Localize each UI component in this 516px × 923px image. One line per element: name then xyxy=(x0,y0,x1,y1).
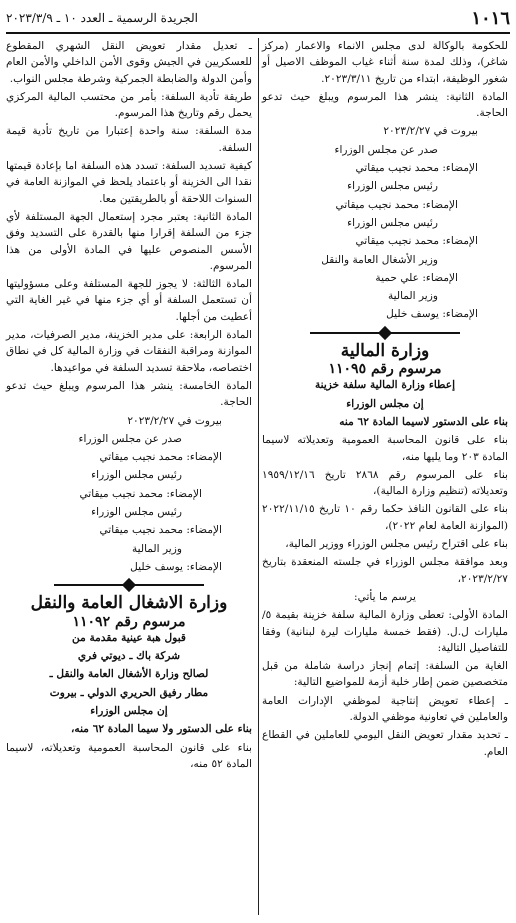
signature-line: الإمضاء: محمد نجيب ميقاتي xyxy=(355,235,478,248)
signature-line: الإمضاء: محمد نجيب ميقاتي xyxy=(335,198,458,211)
list-item: ـ تحديد مقدار تعويض النقل اليومي للعاملين في القطاع العام. xyxy=(262,729,508,758)
decree-subject: قبول هبة عينية مقدمة من xyxy=(72,631,186,644)
basis-line: بناء على قانون المحاسبة العمومية وتعديلاته لاسيما المادة ٢٠٣ وما يليها منه، xyxy=(262,434,508,463)
list-item: ـ تعديل مقدار تعويض النقل الشهري المقطوع للعسكريين في الجيش وقوى الأمن الداخلي والأمن العام وأمن الدولة والضابطة الجمركية وشرطة مجلس النواب. xyxy=(6,40,252,85)
basis-line: بناء على الدستور لاسيما المادة ٦٢ منه xyxy=(339,415,508,428)
signature-line: الإمضاء: محمد نجيب ميقاتي xyxy=(99,524,222,537)
paragraph: للحكومة بالوكالة لدى مجلس الانماء والاعمار (مركز شاغر)، وذلك لمدة سنة أثناء غياب الموظف الاصيل أو شغور الوظيفة، ابتداء من تاريخ ٢٠٢٣/٣/١١. xyxy=(262,40,508,85)
repayment-method: كيفية تسديد السلفة: تسدد هذه السلفة اما بإعادة قيمتها نقدا الى الخزينة أو باعتماد يلحظ في الموازنة العامة في السنوات اللاحقة أو بالطريقتين معا. xyxy=(6,160,252,205)
advance-purpose: الغاية من السلفة: إتمام إنجاز دراسة شاملة من قبل متخصصين ضمن إطار خلية أزمة للمواضيع التالية: xyxy=(262,660,508,689)
signature-line: صدر عن مجلس الوزراء xyxy=(78,432,182,445)
signature-line: الإمضاء: محمد نجيب ميقاتي xyxy=(355,162,478,175)
signature-title: رئيس مجلس الوزراء xyxy=(91,469,182,482)
basis-line: بناء على الدستور ولا سيما المادة ٦٢ منه، xyxy=(71,723,252,736)
article-first: المادة الأولى: تعطى وزارة المالية سلفة خزينة بقيمة ٥/ مليارات ل.ل. (فقط خمسة مليارات ليرة لبنانية) وفقا للتفاصيل التالية: xyxy=(262,609,508,654)
council-line: إن مجلس الوزراء xyxy=(90,704,168,717)
signature-title: رئيس مجلس الوزراء xyxy=(91,506,182,519)
signature-line: الإمضاء: محمد نجيب ميقاتي xyxy=(79,487,202,500)
list-item: ـ إعطاء تعويض إنتاجية لموظفي الإدارات العامة والعاملين في تعاونية موظفي الدولة. xyxy=(262,694,508,723)
signing-date: بيروت في ٢٠٢٣/٢/٢٧ xyxy=(383,125,478,138)
section-separator xyxy=(310,329,460,337)
page-number: ١٠١٦ xyxy=(471,7,510,29)
decree-number: مرسوم رقم ١١٠٩٢ xyxy=(72,613,186,630)
basis-line: بناء على اقتراح رئيس مجلس الوزراء ووزير المالية، xyxy=(285,538,508,551)
signature-title: رئيس مجلس الوزراء xyxy=(347,180,438,193)
basis-line: بناء على المرسوم رقم ٢٨٦٨ تاريخ ١٩٥٩/١٢/١٦ وتعديلاته (تنظيم وزارة المالية)، xyxy=(262,468,508,498)
payment-method: طريقة تأدية السلفة: بأمر من محتسب المالية المركزي يحمل رقم وتاريخ هذا المرسوم. xyxy=(6,90,252,120)
article-fifth: المادة الخامسة: ينشر هذا المرسوم ويبلغ حيث تدعو الحاجة. xyxy=(6,379,252,409)
signature-title: وزير المالية xyxy=(131,542,182,555)
signing-date: بيروت في ٢٠٢٣/٢/٢٧ xyxy=(127,414,222,427)
signature-line: الإمضاء: علي حمية xyxy=(375,271,458,284)
left-column xyxy=(6,38,252,915)
article-second: المادة الثانية: ينشر هذا المرسوم ويبلغ حيث تدعو الحاجة. xyxy=(262,90,508,120)
decrees-line: يرسم ما يأتي: xyxy=(354,590,416,603)
basis-line: بناء على القانون النافذ حكما رقم ١٠ تاريخ ٢٠٢٢/١١/١٥ (الموازنة العامة لعام ٢٠٢٢)، xyxy=(262,503,508,532)
signature-line: الإمضاء: يوسف خليل xyxy=(386,308,478,321)
advance-duration: مدة السلفة: سنة واحدة إعتبارا من تاريخ تأدية قيمة السلفة. xyxy=(6,125,252,154)
council-line: إن مجلس الوزراء xyxy=(346,397,424,410)
header-rule xyxy=(6,32,510,34)
gazette-issue-title: الجريدة الرسمية ـ العدد ١٠ ـ ٢٠٢٣/٣/٩ xyxy=(6,11,198,25)
signature-title: رئيس مجلس الوزراء xyxy=(347,216,438,229)
decree-subject: مطار رفيق الحريري الدولي ـ بيروت xyxy=(49,686,209,699)
article-second: المادة الثانية: يعتبر مجرد إستعمال الجهة المستلفة لأي جزء من السلفة إقرارا منها بالقدرة على التسديد وفق الأسس المنصوص عليها في المادة الأولى من هذا المرسوم. xyxy=(6,210,252,272)
ministry-heading: وزارة الاشغال العامة والنقل xyxy=(30,593,228,614)
signature-title: وزير المالية xyxy=(387,290,438,303)
basis-line: وبعد موافقة مجلس الوزراء في جلسته المنعقدة بتاريخ ٢٠٢٣/٢/٢٧، xyxy=(262,556,508,585)
ministry-heading: وزارة المالية xyxy=(340,340,430,361)
page-header xyxy=(6,6,510,30)
signature-title: وزير الأشغال العامة والنقل xyxy=(321,253,438,266)
signature-line: صدر عن مجلس الوزراء xyxy=(334,143,438,156)
basis-line: بناء على قانون المحاسبة العمومية وتعديلاته، لاسيما المادة ٥٢ منه، xyxy=(6,741,252,770)
section-separator xyxy=(54,581,204,589)
article-fourth: المادة الرابعة: على مدير الخزينة، مدير الصرفيات، مدير الموازنة ومراقبة النفقات في وزارة المالية كل في نطاق اختصاصه، ملاحقة تسديد السلفة في مواعيدها. xyxy=(6,329,252,374)
decree-subject: لصالح وزارة الأشغال العامة والنقل ـ xyxy=(49,668,209,681)
column-divider xyxy=(258,38,259,915)
signature-line: الإمضاء: يوسف خليل xyxy=(130,560,222,573)
right-column xyxy=(262,38,508,915)
decree-subject: شركة باك ـ ديوتي فري xyxy=(77,650,181,663)
signature-line: الإمضاء: محمد نجيب ميقاتي xyxy=(99,451,222,464)
decree-number: مرسوم رقم ١١٠٩٥ xyxy=(328,361,442,378)
decree-subject: إعطاء وزارة المالية سلفة خزينة xyxy=(314,379,456,392)
article-third: المادة الثالثة: لا يجوز للجهة المستلفة وعلى مسؤوليتها أن تستعمل السلفة أو أي جزء منها في غير الغاية التي أعطيت من أجلها. xyxy=(6,278,252,323)
